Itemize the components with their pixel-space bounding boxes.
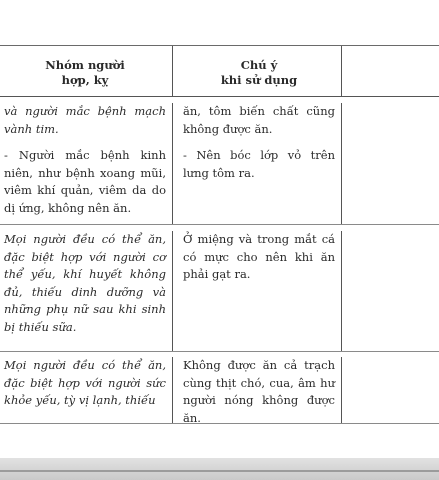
- cell-paragraph: ăn, tôm biến chất cũng không được ăn.: [183, 104, 335, 136]
- table-row: [0, 97, 439, 225]
- cell-paragraph: - Nên bóc lớp vỏ trên lưng tôm ra.: [183, 148, 335, 180]
- header-group-people: [0, 46, 173, 96]
- cell-usage-notes: [173, 103, 342, 224]
- header-usage-notes: [173, 46, 342, 96]
- cell-usage-notes: [173, 357, 342, 423]
- food-table: [0, 45, 439, 424]
- page-bottom-edge: [0, 458, 439, 480]
- table-header-row: [0, 46, 439, 97]
- table-row: [0, 352, 439, 424]
- header-text: khi sử dụng: [220, 73, 298, 87]
- cell-paragraph: Mọi người đều có thể ăn, đặc biệt hợp với người cơ thể yếu, khí huyết không đủ, thiếu dinh dưỡng và những phụ nữ sau khi sinh bị thiếu sữa.: [4, 232, 166, 334]
- header-text: Chú ý: [240, 58, 278, 72]
- table-row: [0, 225, 439, 352]
- right-margin: [342, 46, 439, 96]
- cell-group-people: [0, 357, 173, 423]
- cell-group-people: [0, 231, 173, 351]
- cell-paragraph: Ở miệng và trong mắt cá có mực cho nên khi ăn phải gạt ra.: [183, 232, 335, 281]
- page-fold-line: [0, 470, 439, 472]
- cell-usage-notes: [173, 231, 342, 351]
- header-text: Nhóm người: [45, 58, 125, 72]
- cell-paragraph: Không được ăn cả trạch cùng thịt chó, cua, âm hư người nóng không được ăn.: [183, 358, 335, 425]
- cell-paragraph: - Người mắc bệnh kinh niên, như bệnh xoang mũi, viêm khí quản, viêm da do dị ứng, không nên ăn.: [4, 148, 166, 215]
- cell-paragraph: và người mắc bệnh mạch vành tim.: [4, 104, 166, 136]
- header-text: hợp, kỵ: [61, 73, 109, 87]
- cell-paragraph: Mọi người đều có thể ăn, đặc biệt hợp với người sức khỏe yếu, tỳ vị lạnh, thiếu: [4, 358, 166, 407]
- cell-group-people: [0, 103, 173, 224]
